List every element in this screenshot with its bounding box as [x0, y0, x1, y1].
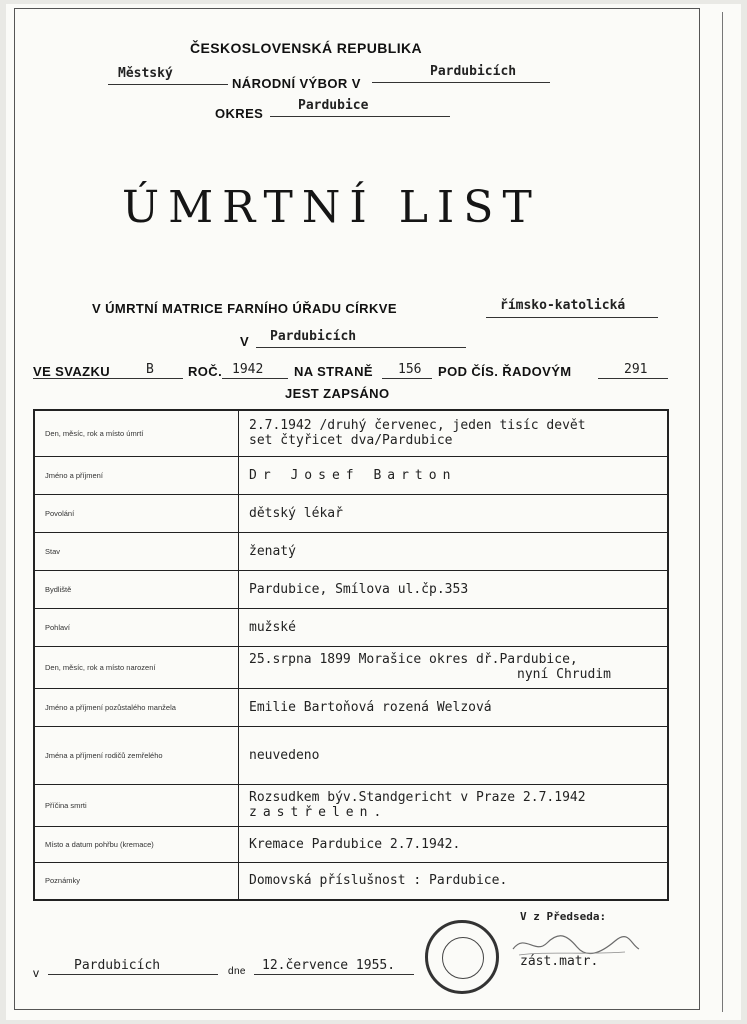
death-record-table: [33, 409, 669, 901]
chairman-label: V z Předseda:: [520, 910, 607, 923]
table-row: [34, 532, 668, 570]
row-value: [239, 784, 669, 826]
death-date-line1: 2.7.1942 /druhý červenec, jeden tisíc devět: [249, 418, 586, 434]
number-value: 291: [624, 362, 648, 377]
number-label: POD ČÍS. ŘADOVÝM: [438, 364, 572, 379]
row-label: Povolání: [34, 494, 239, 532]
table-row: [34, 726, 668, 784]
volume-line: [33, 378, 183, 379]
signature-title: zást.matr.: [520, 954, 599, 969]
number-line: [598, 378, 668, 379]
official-seal: [425, 920, 499, 994]
volume-label: VE SVAZKU: [33, 364, 111, 379]
seal-emblem: [442, 937, 484, 979]
table-row: [34, 862, 668, 900]
document-title: ÚMRTNÍ LIST: [122, 182, 541, 233]
table-row: [34, 570, 668, 608]
year-line: [222, 378, 288, 379]
birth-line2: nyní Chrudim: [517, 667, 611, 682]
row-label: Poznámky: [34, 862, 239, 900]
committee-label: NÁRODNÍ VÝBOR V: [232, 76, 361, 91]
table-row: [34, 784, 668, 826]
country-heading: ČESKOSLOVENSKÁ REPUBLIKA: [190, 40, 423, 56]
row-label: Jméno a příjmení: [34, 456, 239, 494]
page-label: NA STRANĚ: [294, 364, 373, 379]
table-row: [34, 608, 668, 646]
birth-line1: 25.srpna 1899 Morašice okres dř.Pardubice,: [249, 652, 578, 667]
church-label: V ÚMRTNÍ MATRICE FARNÍHO ÚŘADU CÍRKVE: [92, 301, 397, 316]
row-value: [239, 646, 669, 688]
row-label: Pohlaví: [34, 608, 239, 646]
parents-value: neuvedeno: [239, 726, 669, 784]
volume-value: B: [146, 362, 154, 377]
cause-line2: zastřelen.: [249, 805, 388, 820]
row-value: [239, 410, 669, 456]
page-edge: [700, 12, 723, 1012]
death-date-line2: set čtyřicet dva/Pardubice: [249, 433, 453, 449]
burial-value: Kremace Pardubice 2.7.1942.: [239, 826, 669, 862]
committee-type: Městský: [118, 66, 173, 81]
page-value: 156: [398, 362, 422, 377]
church-value: římsko-katolická: [500, 298, 626, 313]
table-row: [34, 826, 668, 862]
cause-line1: Rozsudkem býv.Standgericht v Praze 2.7.1942: [249, 790, 586, 805]
committee-type-line: [108, 84, 228, 85]
row-label: Den, měsíc, rok a místo úmrtí: [34, 410, 239, 456]
notes-value: Domovská příslušnost : Pardubice.: [239, 862, 669, 900]
place-value: Pardubicích: [270, 329, 357, 344]
name-value: Dr Josef Barton: [239, 456, 669, 494]
row-label: Příčina smrti: [34, 784, 239, 826]
place-line: [256, 347, 466, 348]
row-label: Den, měsíc, rok a místo narození: [34, 646, 239, 688]
district-value: Pardubice: [298, 98, 369, 113]
table-row: [34, 688, 668, 726]
footer-date-value: 12.července 1955.: [262, 958, 396, 973]
row-label: Stav: [34, 532, 239, 570]
church-line: [486, 317, 658, 318]
district-label: OKRES: [215, 106, 264, 121]
footer-date-line: [254, 974, 414, 975]
footer-date-label: dne: [228, 966, 246, 977]
footer-place-line: [48, 974, 218, 975]
committee-place-line: [372, 82, 550, 83]
row-label: Bydliště: [34, 570, 239, 608]
district-line: [270, 116, 450, 117]
footer-place-label: v: [33, 966, 40, 980]
footer-place-value: Pardubicích: [74, 958, 161, 973]
sex-value: mužské: [239, 608, 669, 646]
place-label: V: [240, 334, 250, 349]
recorded-label: JEST ZAPSÁNO: [285, 386, 390, 401]
residence-value: Pardubice, Smílova ul.čp.353: [239, 570, 669, 608]
year-label: ROČ.: [188, 364, 223, 379]
page-line: [382, 378, 432, 379]
row-label: Místo a datum pohřbu (kremace): [34, 826, 239, 862]
table-row: [34, 494, 668, 532]
marital-status-value: ženatý: [239, 532, 669, 570]
row-label: Jméno a příjmení pozůstalého manžela: [34, 688, 239, 726]
occupation-value: dětský lékař: [239, 494, 669, 532]
table-row: [34, 410, 668, 456]
year-value: 1942: [232, 362, 264, 377]
committee-place: Pardubicích: [430, 64, 517, 79]
table-row: [34, 456, 668, 494]
row-label: Jména a příjmení rodičů zemřelého: [34, 726, 239, 784]
spouse-value: Emilie Bartoňová rozená Welzová: [239, 688, 669, 726]
table-row: [34, 646, 668, 688]
